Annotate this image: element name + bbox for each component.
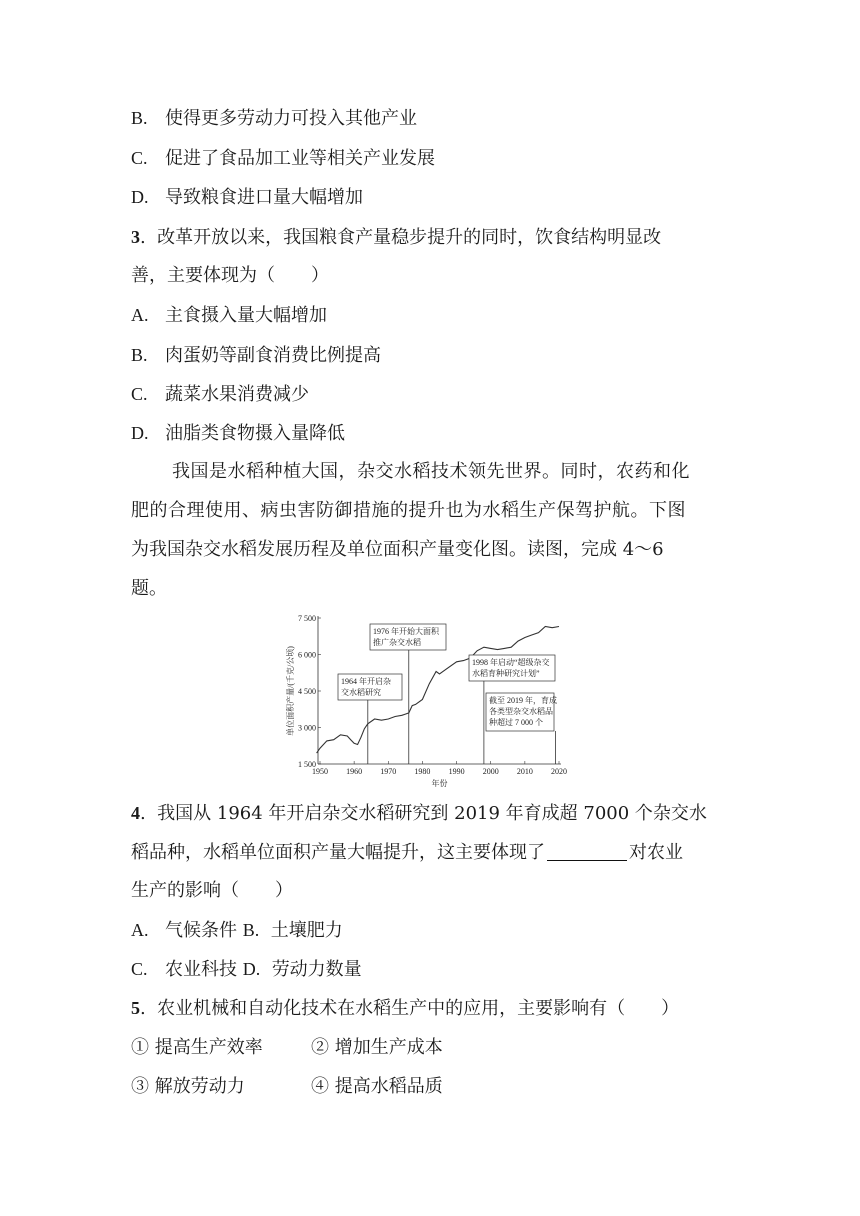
options-cd-q4: C. 农业科技 D. 劳动力数量	[131, 959, 362, 980]
callout-text-1998: 水稻育种研究计划”	[472, 669, 540, 678]
y-tick-label: 1 500	[298, 760, 316, 769]
callout-text-1976: 推广杂交水稻	[373, 638, 421, 647]
x-axis-label: 年份	[431, 779, 448, 788]
x-tick-label: 2000	[482, 767, 499, 776]
options-ab-q4: A. 气候条件 B. 土壤肥力	[131, 920, 343, 941]
question-4-stem-end: 生产的影响（ ）	[131, 880, 293, 901]
callout-text-1964: 1964 年开启杂	[341, 677, 391, 686]
option-a-q3: A. 主食摄入量大幅增加	[131, 305, 327, 326]
y-tick-label: 7 500	[298, 614, 316, 623]
callout-text-1998: 1998 年启动“超级杂交	[472, 658, 550, 667]
callout-text-1964: 交水稻研究	[341, 688, 381, 697]
option-b-q3: B. 肉蛋奶等副食消费比例提高	[131, 345, 381, 366]
y-tick-label: 6 000	[298, 650, 316, 660]
callout-text-1976: 1976 年开始大面积	[373, 627, 439, 636]
question-4-stem-cont: 稻品种，水稻单位面积产量大幅提升，这主要体现了 对农业	[131, 842, 683, 863]
option-c-q3: C. 蔬菜水果消费减少	[131, 384, 309, 405]
x-tick-label: 1980	[414, 767, 431, 776]
q5-options-row-2: ③ 解放劳动力 ④ 提高水稻品质	[131, 1076, 443, 1097]
option-d-q3: D. 油脂类食物摄入量降低	[131, 423, 345, 444]
x-tick-label: 1960	[346, 767, 363, 776]
question-5-stem: 5. 农业机械和自动化技术在水稻生产中的应用，主要影响有（ ）	[131, 998, 680, 1019]
q5-options-row-1: ① 提高生产效率 ② 增加生产成本	[131, 1037, 443, 1058]
option-c-q2: C. 促进了食品加工业等相关产业发展	[131, 148, 435, 169]
y-tick-label: 4 500	[298, 687, 316, 696]
passage-line-3: 为我国杂交水稻发展历程及单位面积产量变化图。读图，完成 4～6	[131, 539, 664, 560]
option-d-q2: D. 导致粮食进口量大幅增加	[131, 187, 363, 208]
rice-yield-chart	[283, 608, 579, 792]
y-tick-label: 3 000	[298, 723, 316, 733]
x-tick-label: 2020	[551, 767, 567, 776]
question-3-stem: 3. 改革开放以来，我国粮食产量稳步提升的同时，饮食结构明显改	[131, 227, 662, 248]
y-axis-label: 单位面积产量/(千克/公顷)	[286, 646, 295, 736]
passage-line-1: 我国是水稻种植大国，杂交水稻技术领先世界。同时，农药和化	[172, 461, 690, 482]
callout-text-2019: 种超过 7 000 个	[489, 718, 543, 727]
option-b-q2: B. 使得更多劳动力可投入其他产业	[131, 108, 417, 129]
answer-blank	[547, 840, 627, 861]
question-4-stem: 4. 我国从 1964 年开启杂交水稻研究到 2019 年育成超 7000 个杂交水	[131, 803, 707, 824]
passage-line-2: 肥的合理使用、病虫害防御措施的提升也为水稻生产保驾护航。下图	[131, 500, 686, 521]
x-tick-label: 2010	[516, 767, 533, 776]
passage-line-4: 题。	[131, 578, 167, 599]
callout-text-2019: 截至 2019 年，育成	[489, 696, 557, 705]
x-tick-label: 1950	[312, 767, 328, 776]
x-tick-label: 1990	[448, 767, 465, 776]
rice-yield-chart-svg	[283, 608, 579, 792]
question-3-stem-cont: 善，主要体现为（ ）	[131, 265, 329, 286]
callout-text-2019: 各类型杂交水稻品	[489, 707, 553, 716]
x-tick-label: 1970	[380, 767, 397, 776]
